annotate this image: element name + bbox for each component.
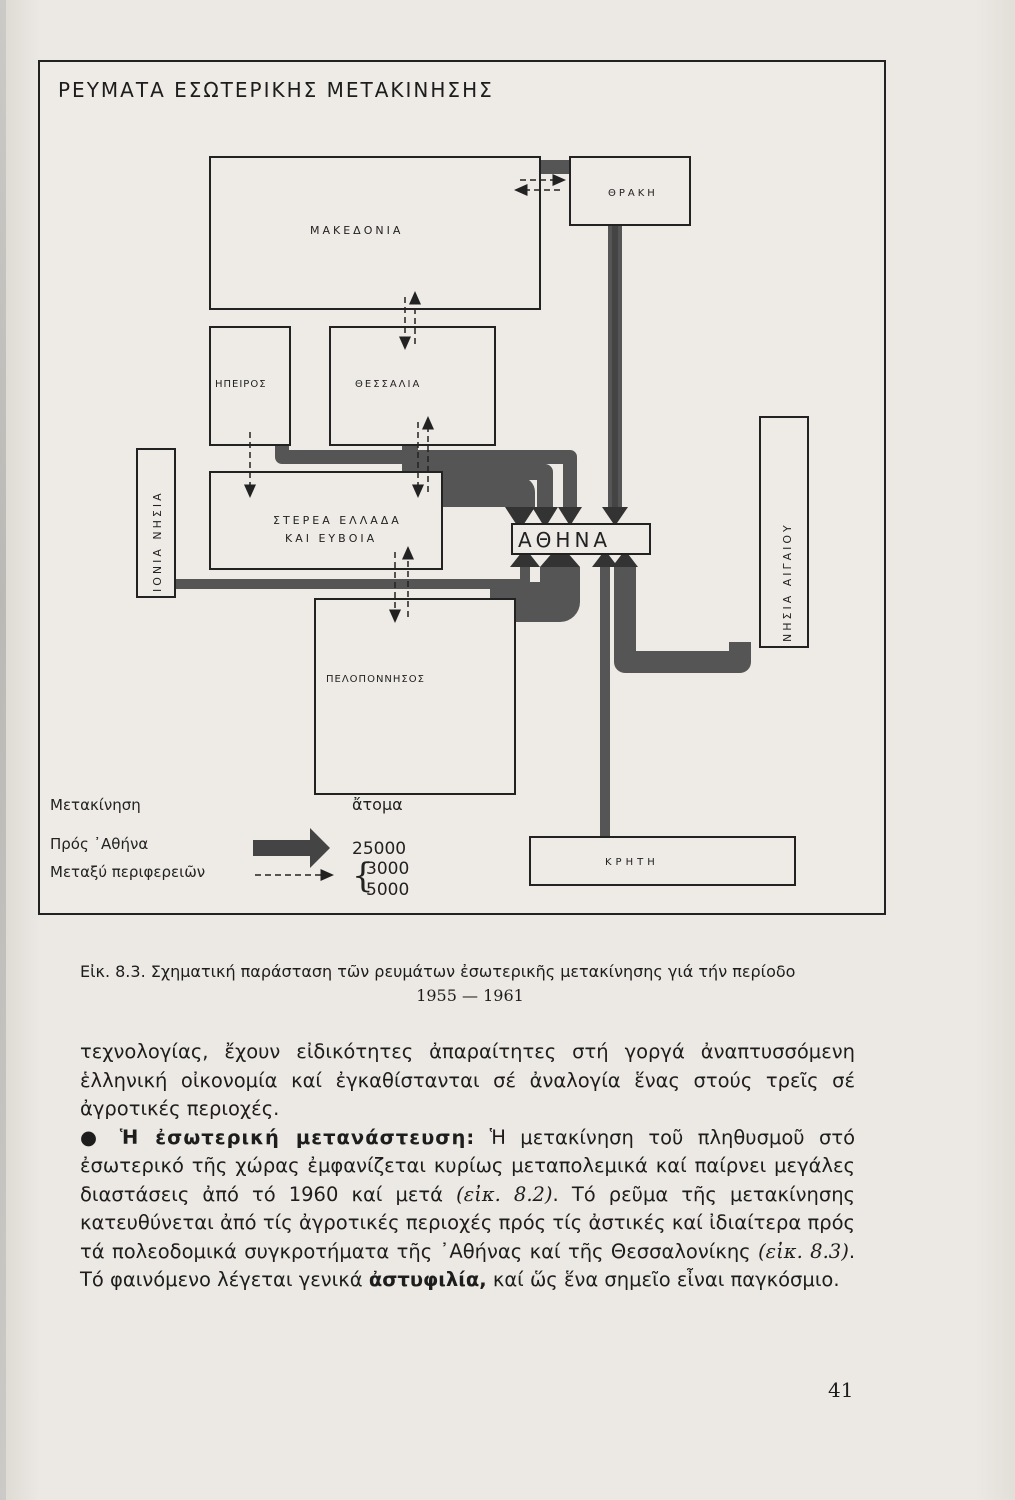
legend bbox=[50, 795, 409, 900]
paragraph-1: τεχνολογίας, ἔχουν εἰδικότητες ἀπαραίτητες στή γοργά ἀναπτυσσόμενη ἑλληνική οἰκονομία καί ἐγκαθίστανται σέ ἀναλογία ἕνας στούς τρεῖς σέ ἀγροτικές περιοχές. bbox=[80, 1040, 855, 1120]
label-stera-1: ΣΤΕΡΕΑ ΕΛΛΑΔΑ bbox=[273, 514, 402, 527]
section-subheading: Ἡ ἐσωτερική μετανάστευση: bbox=[119, 1125, 476, 1149]
label-ipeiros: ΗΠΕΙΡΟΣ bbox=[215, 379, 267, 390]
diagram-svg bbox=[40, 62, 886, 915]
label-athina: ΑΘΗΝΑ bbox=[518, 528, 612, 552]
box-kriti bbox=[530, 837, 795, 885]
legend-header-value: ἄτομα bbox=[352, 795, 403, 814]
caption-text: Εἰκ. 8.3. Σχηματική παράσταση τῶν ρευμάτων ἐσωτερικῆς μετακίνησης γιά τήν περίοδο bbox=[80, 962, 796, 981]
flow-stera bbox=[442, 492, 520, 507]
paragraph-2-part-d: καί ὥς ἕνα σημεῖο εἶναι παγκόσμιο. bbox=[492, 1268, 840, 1291]
label-stera-2: ΚΑΙ ΕΥΒΟΙΑ bbox=[285, 532, 378, 545]
legend-between-value-2: 5000 bbox=[366, 880, 410, 900]
legend-to-athens-label: Πρός ᾿Αθήνα bbox=[50, 835, 149, 853]
legend-to-athens-arrow bbox=[253, 828, 330, 868]
label-ionia: ΙΟΝΙΑ ΝΗΣΙΑ bbox=[151, 490, 164, 592]
label-peloponnisos: ΠΕΛΟΠΟΝΝΗΣΟΣ bbox=[326, 674, 425, 685]
legend-brace: { bbox=[352, 856, 374, 896]
legend-between-value-1: 3000 bbox=[366, 859, 410, 879]
caption-years: 1955 — 1961 bbox=[416, 986, 524, 1005]
figure-reference-1: (εἰκ. 8.2) bbox=[456, 1182, 553, 1206]
paragraph-2 bbox=[80, 1124, 855, 1295]
label-kriti: ΚΡΗΤΗ bbox=[605, 857, 659, 868]
label-makedonia: ΜΑΚΕΔΟΝΙΑ bbox=[310, 224, 404, 237]
body-text bbox=[80, 1038, 855, 1295]
label-thraki: ΘΡΑΚΗ bbox=[608, 188, 658, 199]
paragraph-2-part-b: . Τό ρεῦμα τῆς μετακίνησης κατευθύνεται ἀπό τίς ἀγροτικές περιοχές πρός τίς ἀστικές καί ἰδιαίτερα πρός τά πολεοδομικά συγκροτήματα τῆς ᾿Αθήνας καί τῆς Θεσσαλονίκης bbox=[80, 1182, 855, 1263]
paragraph-2-part-c: . Τό φαινόμενο λέγεται γενικά bbox=[80, 1239, 856, 1291]
flow-aigaio bbox=[625, 567, 740, 662]
figure-caption bbox=[80, 960, 860, 1008]
bullet-icon: ● bbox=[80, 1125, 106, 1149]
paragraph-2-part-a: Ἡ μετακίνηση τοῦ πληθυσμοῦ στό ἐσωτερικό τῆς χώρας ἐμφανίζεται κυρίως μεταπολεμικά καί παίρνει μεγάλες διαστάσεις ἀπό τό 1960 καί μετά bbox=[80, 1125, 856, 1206]
label-thessalia: ΘΕΣΣΑΛΙΑ bbox=[355, 379, 422, 390]
box-peloponnisos bbox=[315, 599, 515, 794]
binding-edge bbox=[0, 0, 6, 1500]
figure-title: ΡΕΥΜΑΤΑ ΕΣΩΤΕΡΙΚΗΣ ΜΕΤΑΚΙΝΗΣΗΣ bbox=[58, 78, 494, 102]
legend-header-label: Μετακίνηση bbox=[50, 796, 141, 814]
legend-between-label: Μεταξύ περιφερειῶν bbox=[50, 863, 206, 881]
migration-diagram bbox=[38, 60, 886, 915]
label-aigaio: ΝΗΣΙΑ ΑΙΓΑΙΟΥ bbox=[781, 522, 794, 642]
key-term: ἀστυφιλία, bbox=[368, 1268, 487, 1291]
page-number: 41 bbox=[828, 1378, 854, 1402]
legend-to-athens-value: 25000 bbox=[352, 839, 407, 859]
figure-reference-2: (εἰκ. 8.3) bbox=[758, 1239, 849, 1263]
